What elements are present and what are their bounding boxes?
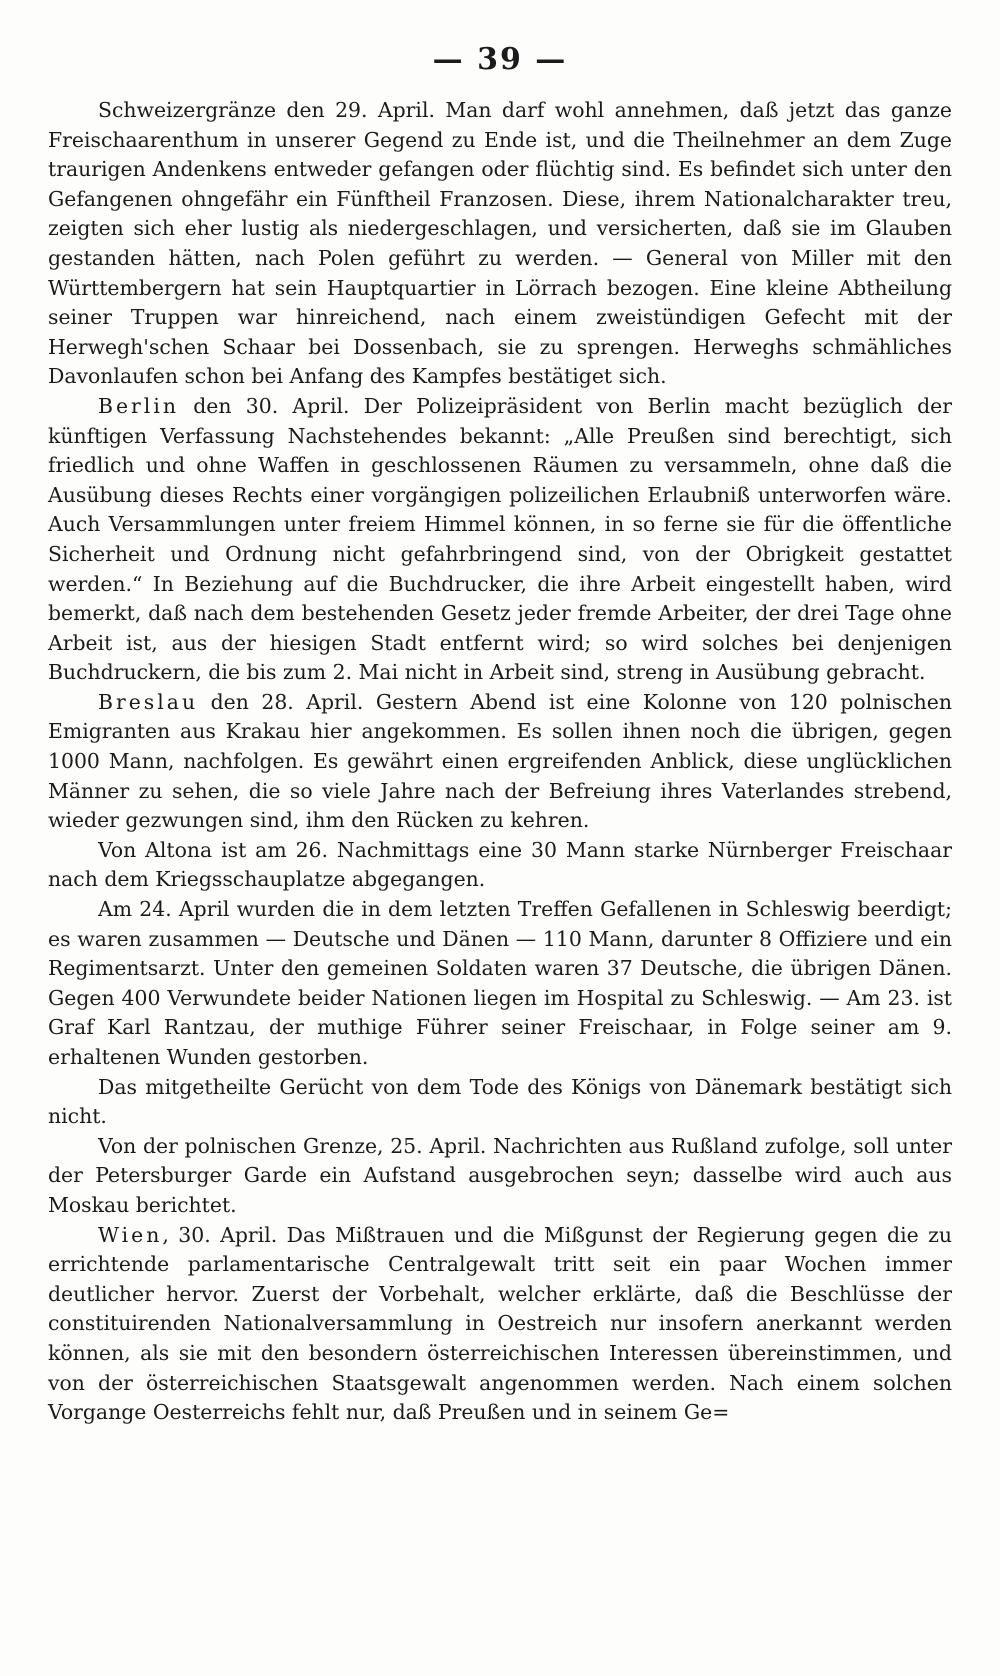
paragraph-text: Am 24. April wurden die in dem letzten Treffen Gefallenen in Schleswig beerdigt; es waren zusammen — Deutsche und Dänen — 110 Mann, darunter 8 Offiziere und ein Regimentsarzt. Unter den gemeinen Soldaten waren 37 Deutsche, die übrigen Dänen. Gegen 400 Verwundete beider Nationen liegen im Hospital zu Schleswig. — Am 23. ist Graf Karl Rantzau, der muthige Führer seiner Freischaar, in Folge seiner am 9. erhaltenen Wunden gestorben. — [48, 897, 952, 1069]
place-name-berlin: Berlin — [98, 393, 179, 418]
paragraph-schweizergraenze — [48, 96, 952, 392]
paragraph-text: Das mitgetheilte Gerücht von dem Tode des Königs von Dänemark bestätigt sich nicht. — [48, 1074, 952, 1129]
paragraph-breslau — [48, 688, 952, 836]
paragraph-text: den 30. April. Der Polizeipräsident von Berlin macht bezüglich der künftigen Verfassung Nachstehendes bekannt: „Alle Preußen sind berechtigt, sich friedlich und ohne Waffen in geschlossenen Räumen zu versammeln, ohne daß die Ausübung dieses Rechts einer vorgängigen polizeilichen Erlaubniß unterworfen wäre. Auch Versammlungen unter freiem Himmel können, in so ferne sie für die öffentliche Sicherheit und Ordnung nicht gefahrbringend sind, von der Obrigkeit gestattet werden.“ In Beziehung auf die Buchdrucker, die ihre Arbeit eingestellt haben, wird bemerkt, daß nach dem bestehenden Gesetz jeder fremde Arbeiter, der drei Tage ohne Arbeit ist, aus der hiesigen Stadt entfernt wird; so wird solches bei denjenigen Buchdruckern, die bis zum 2. Mai nicht in Arbeit sind, streng in Ausübung gebracht. — [48, 393, 952, 685]
paragraph-text: , 30. April. Das Mißtrauen und die Mißgunst der Regierung gegen die zu errichtende parlamentarische Centralgewalt tritt seit ein paar Wochen immer deutlicher hervor. Zuerst der Vorbehalt, welcher erklärte, daß die Beschlüsse der constituirenden Nationalversammlung in Oestreich nur insofern anerkannt werden können, als sie mit den besondern österreichischen Interessen übereinstimmen, und von der österreichischen Staatsgewalt angenommen werden. Nach einem solchen Vorgange Oesterreichs fehlt nur, daß Preußen und in seinem Ge= — [48, 1222, 952, 1425]
paragraph-wien — [48, 1221, 952, 1428]
article-body — [48, 96, 952, 1428]
place-name-breslau: Breslau — [98, 689, 199, 714]
paragraph-altona — [48, 836, 952, 895]
paragraph-text: den 28. April. Gestern Abend ist eine Kolonne von 120 polnischen Emigranten aus Krakau hier angekommen. Es sollen ihnen noch die übrigen, gegen 1000 Mann, nachfolgen. Es gewährt einen ergreifenden Anblick, diese unglücklichen Männer zu sehen, die so viele Jahre nach der Befreiung ihres Vaterlandes strebend, wieder gezwungen sind, ihm den Rücken zu kehren. — [48, 689, 952, 833]
paragraph-berlin — [48, 392, 952, 688]
paragraph-schleswig — [48, 895, 952, 1073]
paragraph-text: Von der polnischen Grenze, 25. April. Nachrichten aus Rußland zufolge, soll unter der Petersburger Garde ein Aufstand ausgebrochen seyn; dasselbe wird auch aus Moskau berichtet. — [48, 1133, 952, 1217]
page-number: — 39 — — [432, 42, 568, 77]
paragraph-text: Schweizergränze den 29. April. Man darf wohl annehmen, daß jetzt das ganze Freischaarenthum in unserer Gegend zu Ende ist, und die Theilnehmer an dem Zuge traurigen Andenkens entweder gefangen oder flüchtig sind. Es befindet sich unter den Gefangenen ohngefähr ein Fünftheil Franzosen. Diese, ihrem Nationalcharakter treu, zeigten sich eher lustig als niedergeschlagen, und versicherten, daß sie im Glauben gestanden hätten, nach Polen geführt zu werden. — General von Miller mit den Württembergern hat sein Hauptquartier in Lörrach bezogen. Eine kleine Abtheilung seiner Truppen war hinreichend, nach einem zweistündigen Gefecht mit der Herwegh'schen Schaar bei Dossenbach, sie zu sprengen. Herweghs schmähliches Davonlaufen schon bei Anfang des Kampfes bestätiget sich. — [48, 98, 952, 389]
paragraph-polnische-grenze — [48, 1132, 952, 1221]
place-name-wien: Wien — [98, 1222, 163, 1247]
paragraph-daenemark — [48, 1073, 952, 1132]
paragraph-text: Von Altona ist am 26. Nachmittags eine 30 Mann starke Nürnberger Freischaar nach dem Kriegsschauplatze abgegangen. — [48, 837, 952, 892]
